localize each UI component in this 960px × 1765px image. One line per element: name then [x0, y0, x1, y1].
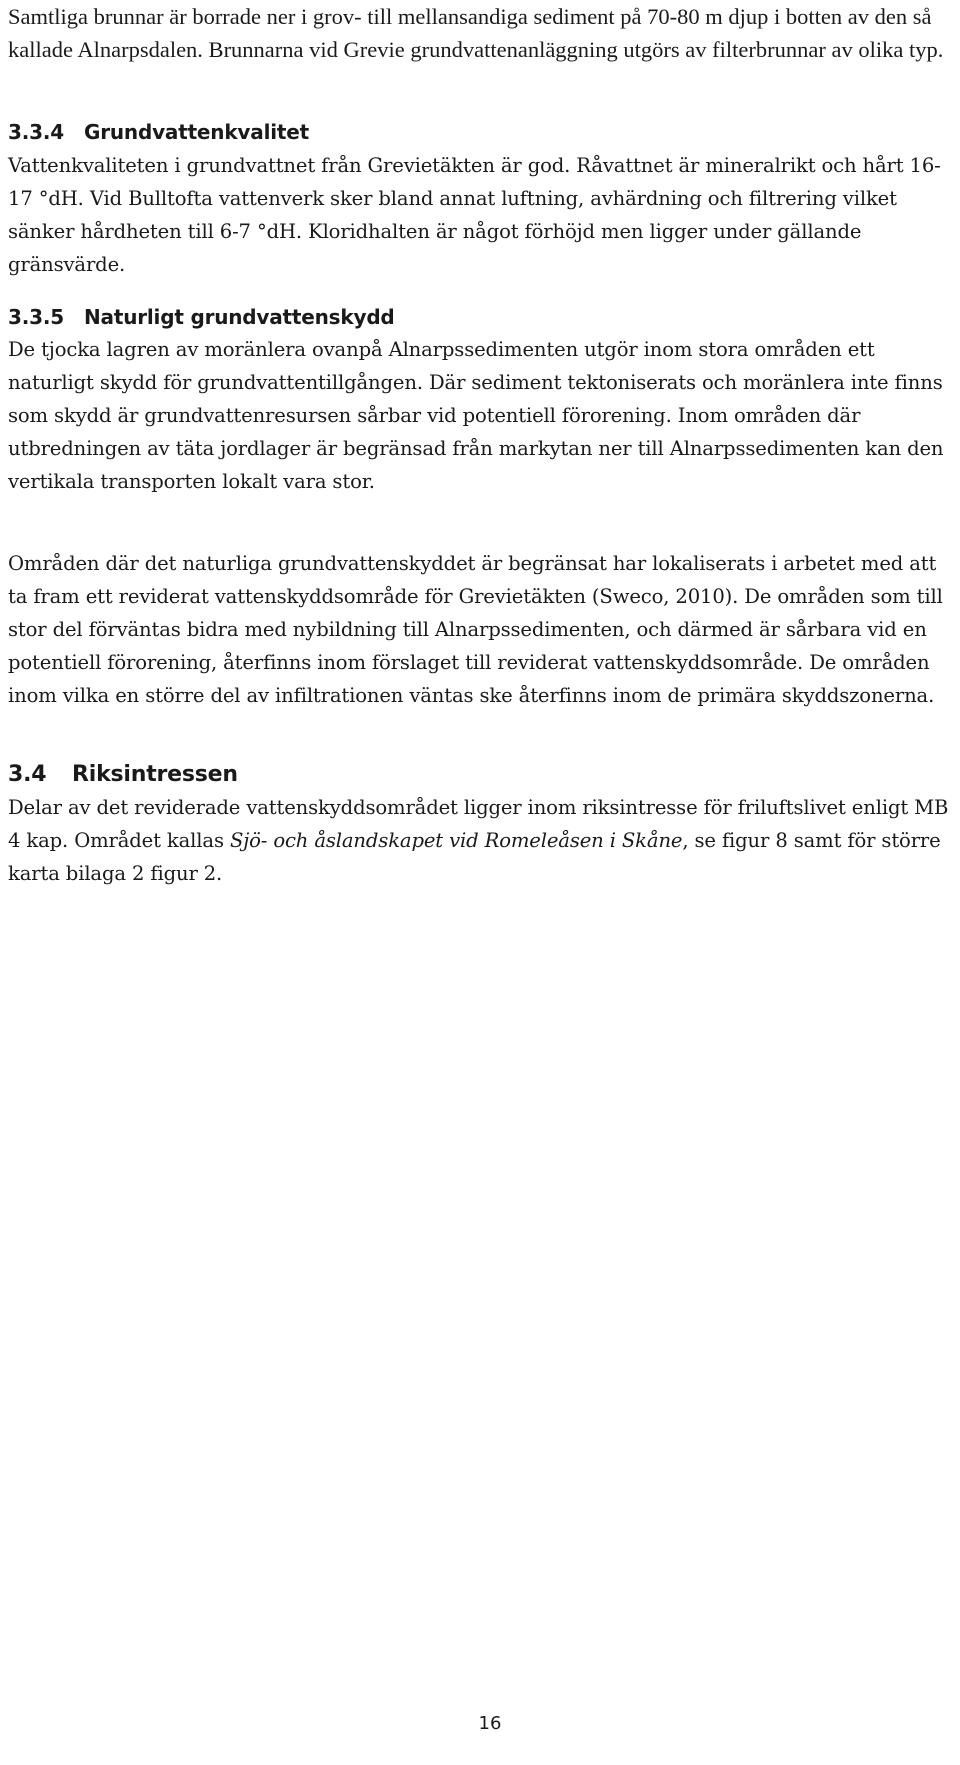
section-title: Riksintressen	[72, 762, 238, 787]
section-number: 3.4	[8, 762, 47, 787]
section-title: Naturligt grundvattenskydd	[84, 305, 395, 329]
national-interest-paragraph	[8, 791, 953, 890]
section-heading-3-3-4	[8, 116, 953, 149]
water-quality-paragraph: Vattenkvaliteten i grundvattnet från Grevietäkten är god. Råvattnet är mineralrikt och hårt 16-17 °dH. Vid Bulltofta vattenverk sker bland annat luftning, avhärdning och filtrering vilket sänker hårdheten till 6-7 °dH. Kloridhalten är något förhöjd men ligger under gällande gränsvärde.	[8, 154, 941, 276]
paragraph-text-end: , se figur 8 samt för större karta bilaga 2 figur 2.	[8, 829, 941, 885]
natural-protection-paragraph-1: De tjocka lagren av moränlera ovanpå Alnarpssedimenten utgör inom stora områden ett naturligt skydd för grundvattentillgången. Där sediment tektoniserats och moränlera inte finns som skydd är grundvattenresursen sårbar vid potentiell förorening. Inom områden där utbredningen av täta jordlager är begränsad från markytan ner till Alnarpssedimenten kan den vertikala transporten lokalt vara stor.	[8, 338, 944, 493]
intro-paragraph: Samtliga brunnar är borrade ner i grov- till mellansandiga sediment på 70-80 m djup i botten av den så kallade Alnarpsdalen. Brunnarna vid Grevie grundvattenanläggning utgörs av filterbrunnar av olika typ.	[8, 4, 944, 62]
section-number: 3.3.5	[8, 305, 64, 329]
paragraph-text: Delar av det reviderade vattenskyddsområdet ligger inom riksintresse för friluftslivet enligt MB 4 kap. Området kallas	[8, 796, 949, 852]
section-number: 3.3.4	[8, 120, 64, 144]
natural-protection-paragraph-2: Områden där det naturliga grundvattenskyddet är begränsat har lokaliserats i arbetet med att ta fram ett reviderat vattenskyddsområde för Grevietäkten (Sweco, 2010). De områden som till stor del förväntas bidra med nybildning till Alnarpssedimenten, och därmed är sårbara vid en potentiell förorening, återfinns inom förslaget till reviderat vattenskyddsområde. De områden inom vilka en större del av infiltrationen väntas ske återfinns inom de primära skyddszonerna.	[8, 552, 943, 707]
area-name-italic: Sjö- och åslandskapet vid Romeleåsen i Skåne	[229, 829, 683, 852]
section-heading-3-3-5	[8, 301, 953, 334]
page-number: 16	[478, 1713, 502, 1734]
section-title: Grundvattenkvalitet	[84, 120, 309, 144]
section-heading-3-4	[8, 758, 953, 791]
